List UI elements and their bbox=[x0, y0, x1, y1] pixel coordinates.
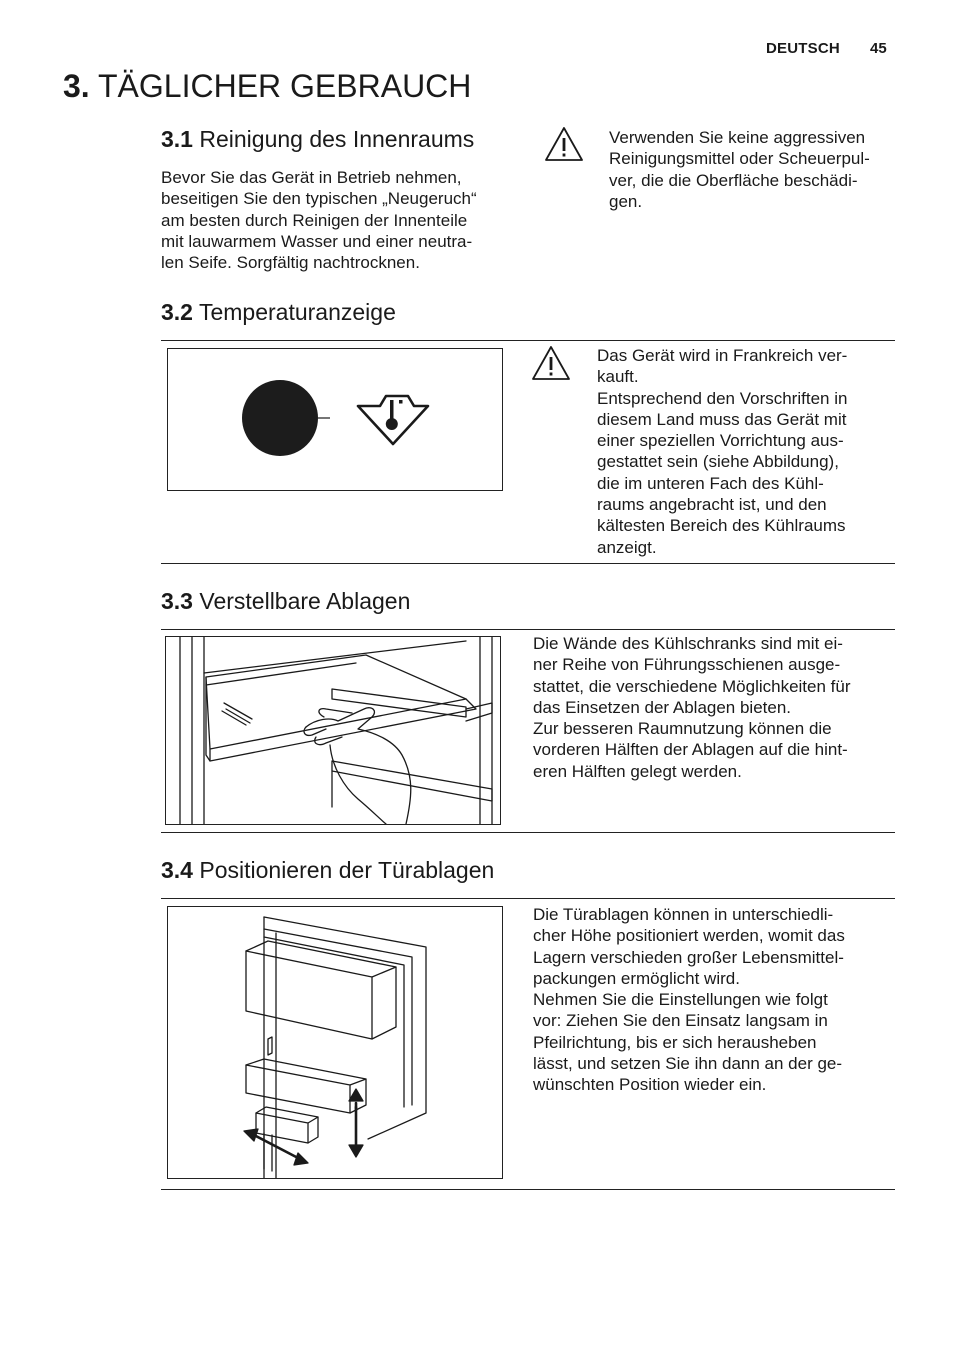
body-line: Zur besseren Raumnutzung können die bbox=[533, 719, 832, 739]
section-3-4-body bbox=[533, 904, 893, 1096]
body-line: am besten durch Reinigen der Innenteile bbox=[161, 210, 468, 230]
divider bbox=[161, 563, 895, 564]
body-line: Bevor Sie das Gerät in Betrieb nehmen, bbox=[161, 168, 462, 187]
section-3-3-body bbox=[533, 633, 893, 782]
body-line: Lagern verschieden großer Lebensmittel- bbox=[533, 947, 844, 967]
divider bbox=[161, 629, 895, 630]
body-line: Nehmen Sie die Einstellungen wie folgt bbox=[533, 990, 828, 1010]
warning-line: Reinigungsmittel oder Scheuerpul- bbox=[609, 149, 870, 169]
section-3-2-warning bbox=[597, 345, 887, 558]
warning-line: Verwenden Sie keine aggressiven bbox=[609, 128, 866, 147]
body-line: lässt, und setzen Sie ihn dann an der ge- bbox=[533, 1054, 843, 1074]
body-line: mit lauwarmem Wasser und einer neutra- bbox=[161, 231, 473, 251]
section-3-1-warning bbox=[609, 127, 909, 212]
body-line: das Einsetzen der Ablagen bieten. bbox=[533, 697, 792, 717]
warning-line: die im unteren Fach des Kühl- bbox=[597, 473, 824, 493]
warning-line: anzeigt. bbox=[597, 537, 657, 557]
warning-line: kältesten Bereich des Kühlraums bbox=[597, 516, 846, 536]
body-line: wünschten Position wieder ein. bbox=[533, 1075, 767, 1095]
section-title: Temperaturanzeige bbox=[198, 299, 396, 325]
body-line: len Seife. Sorgfältig nachtrocknen. bbox=[161, 253, 420, 273]
warning-line: einer speziellen Vorrichtung aus- bbox=[597, 431, 844, 451]
section-3-4-heading bbox=[161, 857, 494, 884]
divider bbox=[161, 340, 895, 341]
body-line: vor: Ziehen Sie den Einsatz langsam in bbox=[533, 1011, 828, 1031]
warning-icon bbox=[544, 125, 584, 163]
indicator-disc bbox=[242, 380, 318, 456]
body-line: cher Höhe positioniert werden, womit das bbox=[533, 926, 845, 946]
warning-line: raums angebracht ist, und den bbox=[597, 495, 827, 515]
warning-line: gen. bbox=[609, 191, 643, 211]
section-3-1-heading bbox=[161, 126, 474, 153]
body-line: stattet, die verschiedene Möglichkeiten für bbox=[533, 676, 851, 696]
body-line: ner Reihe von Führungsschienen ausge- bbox=[533, 655, 841, 675]
warning-line: Das Gerät wird in Frankreich ver- bbox=[597, 346, 848, 365]
body-line: packungen ermöglicht wird. bbox=[533, 968, 740, 988]
section-number: 3.1 bbox=[161, 126, 193, 152]
warning-line: ver, die die Oberfläche beschädi- bbox=[609, 170, 858, 190]
body-line: Die Türablagen können in unterschiedli- bbox=[533, 905, 834, 924]
body-line: vorderen Hälften der Ablagen auf die hint- bbox=[533, 740, 848, 760]
warning-icon bbox=[531, 344, 571, 382]
section-number: 3.2 bbox=[161, 299, 193, 325]
chapter-title-text: TÄGLICHER GEBRAUCH bbox=[98, 68, 472, 104]
warning-line: kauft. bbox=[597, 367, 639, 387]
body-line: beseitigen Sie den typischen „Neugeruch“ bbox=[161, 189, 477, 209]
section-title: Positionieren der Türablagen bbox=[199, 857, 495, 883]
divider bbox=[161, 832, 895, 833]
section-3-3-heading bbox=[161, 588, 410, 615]
section-number: 3.4 bbox=[161, 857, 193, 883]
body-line: Pfeilrichtung, bis er sich herausheben bbox=[533, 1032, 817, 1052]
temperature-indicator-figure bbox=[167, 348, 503, 491]
section-3-2-heading bbox=[161, 299, 396, 326]
chapter-title bbox=[63, 68, 471, 105]
warning-line: gestattet sein (siehe Abbildung), bbox=[597, 452, 839, 472]
adjustable-shelves-figure bbox=[165, 636, 501, 825]
section-title: Reinigung des Innenraums bbox=[199, 126, 475, 152]
divider bbox=[161, 898, 895, 899]
chapter-number: 3. bbox=[63, 68, 90, 104]
section-number: 3.3 bbox=[161, 588, 193, 614]
body-line: Die Wände des Kühlschranks sind mit ei- bbox=[533, 634, 843, 653]
section-3-1-body bbox=[161, 167, 521, 273]
warning-line: Entsprechend den Vorschriften in bbox=[597, 388, 848, 408]
page-number: 45 bbox=[870, 40, 887, 57]
warning-line: diesem Land muss das Gerät mit bbox=[597, 409, 847, 429]
section-title: Verstellbare Ablagen bbox=[199, 588, 411, 614]
header-language: DEUTSCH bbox=[766, 40, 840, 57]
body-line: eren Hälften gelegt werden. bbox=[533, 761, 742, 781]
door-shelves-figure bbox=[167, 906, 503, 1179]
divider bbox=[161, 1189, 895, 1190]
